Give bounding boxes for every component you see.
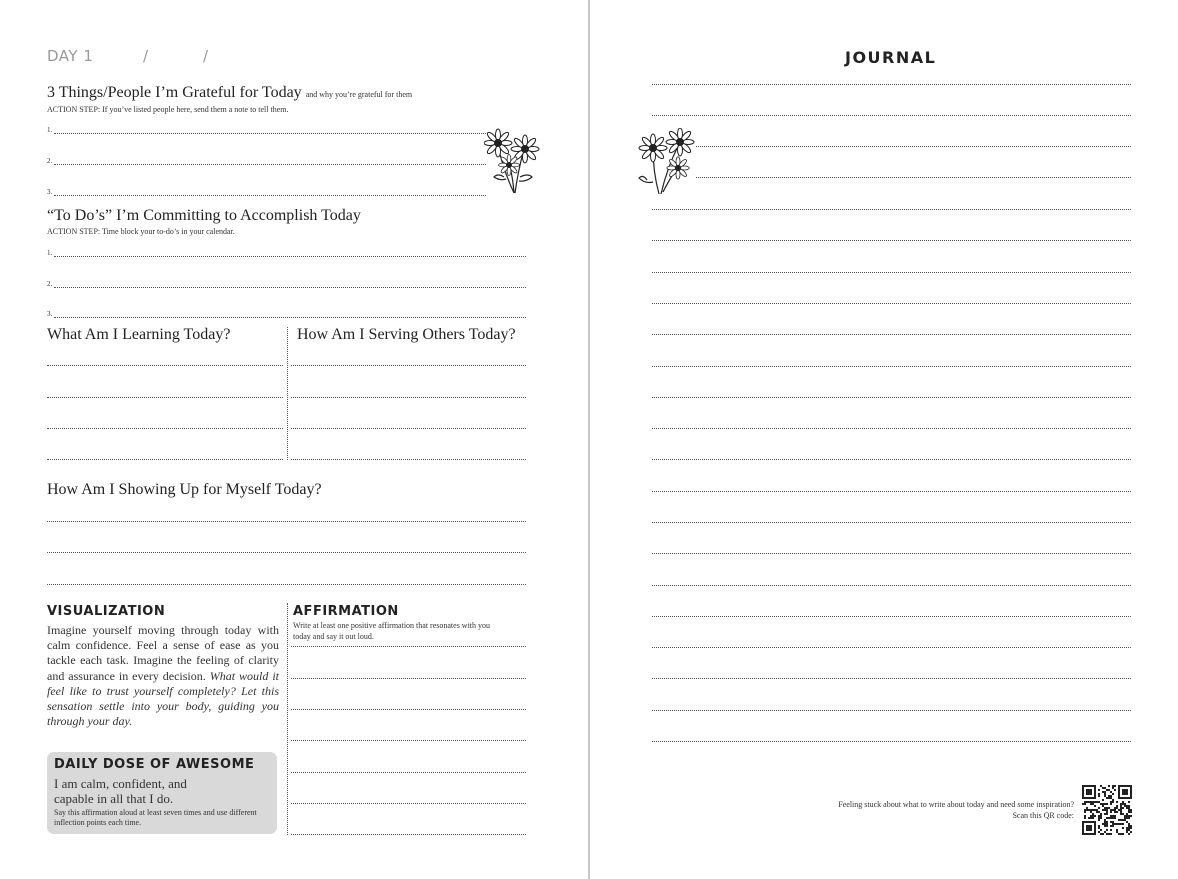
todo-number-1: 1. (47, 249, 53, 257)
learning-line-2[interactable] (47, 397, 283, 398)
qr-code-icon[interactable] (1082, 785, 1132, 835)
grateful-action-step: ACTION STEP: If you’ve listed people here, send them a note to tell them. (47, 105, 289, 114)
grateful-heading (47, 84, 412, 102)
journal-line[interactable] (652, 240, 1131, 241)
showing-up-title: How Am I Showing Up for Myself Today? (47, 481, 322, 498)
todo-number-2: 2. (47, 280, 53, 288)
serving-line-1[interactable] (291, 365, 526, 366)
qr-prompt-line-1: Feeling stuck about what to write about today and need some inspiration? (838, 800, 1074, 809)
grateful-subtitle: and why you’re grateful for them (305, 90, 413, 99)
visualization-affirmation-divider (287, 603, 288, 835)
grateful-line-1[interactable] (54, 133, 486, 134)
learning-title: What Am I Learning Today? (47, 326, 231, 343)
visualization-text-italic: What would it feel like to trust yourself completely? Let this sensation settle into your body, guiding you through your day. (47, 668, 280, 729)
daily-dose-box (47, 752, 277, 834)
journal-line[interactable] (652, 710, 1131, 711)
learning-serving-divider (287, 327, 288, 460)
todos-title: “To Do’s” I’m Committing to Accomplish Today (47, 207, 361, 224)
journal-line[interactable] (652, 428, 1131, 429)
todo-line-1[interactable] (54, 256, 526, 257)
affirmation-instructions: Write at least one positive affirmation that resonates with you today and say it out loud. (293, 621, 491, 641)
journal-line[interactable] (696, 177, 1131, 178)
journal-line[interactable] (652, 741, 1131, 742)
todo-line-3[interactable] (54, 317, 526, 318)
todos-action-step: ACTION STEP: Time block your to-do’s in your calendar. (47, 227, 235, 236)
journal-line[interactable] (652, 334, 1131, 335)
qr-prompt (838, 799, 1074, 821)
showing-up-line-3[interactable] (47, 584, 526, 585)
flower-illustration-icon (637, 128, 697, 196)
date-separator-2: / (203, 47, 209, 65)
visualization-title: VISUALIZATION (47, 604, 166, 619)
grateful-number-2: 2. (47, 157, 53, 165)
affirmation-line-1[interactable] (291, 646, 526, 647)
journal-title: JOURNAL (845, 48, 937, 67)
journal-line[interactable] (652, 366, 1131, 367)
journal-line[interactable] (652, 491, 1131, 492)
serving-line-4[interactable] (291, 459, 526, 460)
journal-line[interactable] (652, 678, 1131, 679)
serving-title: How Am I Serving Others Today? (297, 326, 516, 343)
affirmation-line-4[interactable] (291, 740, 526, 741)
grateful-line-2[interactable] (54, 164, 486, 165)
daily-dose-affirmation-line-2: capable in all that I do. (54, 791, 174, 806)
journal-line[interactable] (652, 397, 1131, 398)
journal-line[interactable] (652, 209, 1131, 210)
flower-illustration-icon (484, 127, 542, 197)
journal-line[interactable] (652, 115, 1131, 116)
todo-line-2[interactable] (54, 287, 526, 288)
serving-line-3[interactable] (291, 428, 526, 429)
todo-number-3: 3. (47, 310, 53, 318)
affirmation-line-2[interactable] (291, 678, 526, 679)
affirmation-line-7[interactable] (291, 834, 526, 835)
visualization-text-plain: Imagine yourself moving through today with calm confidence. Feel a sense of ease as you tackle each task. Imagine the feeling of clarity and assurance in every decision. (47, 623, 279, 683)
journal-line[interactable] (652, 522, 1131, 523)
learning-line-1[interactable] (47, 365, 283, 366)
grateful-number-1: 1. (47, 126, 53, 134)
grateful-title: 3 Things/People I’m Grateful for Today (47, 84, 302, 101)
daily-dose-affirmation-line-1: I am calm, confident, and (54, 776, 187, 791)
date-separator-1: / (143, 47, 149, 65)
affirmation-title: AFFIRMATION (293, 604, 399, 619)
showing-up-line-1[interactable] (47, 521, 526, 522)
journal-line[interactable] (652, 303, 1131, 304)
learning-line-4[interactable] (47, 459, 283, 460)
journal-line[interactable] (652, 459, 1131, 460)
grateful-line-3[interactable] (54, 195, 486, 196)
daily-dose-title: DAILY DOSE OF AWESOME (54, 757, 255, 772)
affirmation-line-6[interactable] (291, 803, 526, 804)
affirmation-line-3[interactable] (291, 709, 526, 710)
journal-line[interactable] (652, 647, 1131, 648)
qr-prompt-line-2: Scan this QR code: (1012, 811, 1074, 820)
journal-line[interactable] (696, 146, 1131, 147)
day-label: DAY 1 (47, 47, 94, 65)
page-spine (588, 0, 590, 879)
journal-line[interactable] (652, 616, 1131, 617)
journal-line[interactable] (652, 84, 1131, 85)
journal-line[interactable] (652, 585, 1131, 586)
showing-up-line-2[interactable] (47, 552, 526, 553)
visualization-text (47, 623, 279, 729)
grateful-number-3: 3. (47, 188, 53, 196)
journal-line[interactable] (652, 553, 1131, 554)
serving-line-2[interactable] (291, 397, 526, 398)
affirmation-line-5[interactable] (291, 772, 526, 773)
learning-line-3[interactable] (47, 428, 283, 429)
daily-dose-note: Say this affirmation aloud at least seven times and use different inflection points each time. (54, 808, 257, 827)
journal-line[interactable] (652, 272, 1131, 273)
